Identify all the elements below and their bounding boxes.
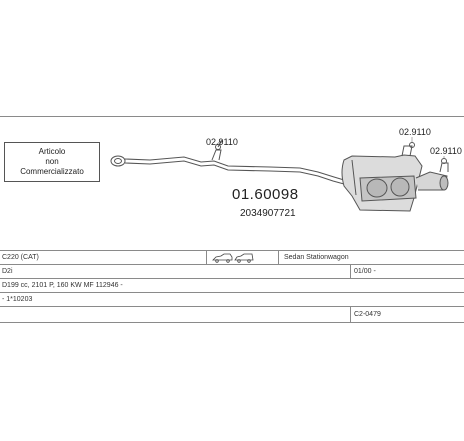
table-cell-code: C2-0479 — [354, 311, 381, 318]
note-line-3: Commercializzato — [20, 167, 84, 176]
oe-number: 2034907721 — [240, 208, 296, 219]
table-cell-model: C220 (CAT) — [2, 254, 39, 261]
table-row-line-5 — [0, 322, 464, 323]
ref-number-right: 02.9110 — [430, 146, 462, 156]
ref-number-left: 02.9110 — [206, 137, 238, 147]
table-cell-chassis: - 1*10203 — [2, 296, 33, 303]
table-row-line-2 — [0, 278, 464, 279]
table-col-line-3 — [350, 264, 351, 278]
car-body-icon — [212, 253, 254, 263]
table-top-line — [0, 250, 464, 251]
table-cell-body-type: Sedan Stationwagon — [284, 254, 349, 261]
table-col-line-1 — [206, 250, 207, 264]
part-number: 01.60098 — [232, 186, 299, 203]
table-cell-engine: D2i — [2, 268, 13, 275]
table-cell-spec: D199 cc, 2101 P, 160 KW MF 112946 - — [2, 282, 123, 289]
hanger-bracket-right-icon — [440, 159, 448, 173]
note-line-1: Articolo — [38, 147, 66, 156]
rear-silencer-icon — [342, 155, 448, 211]
table-col-line-2 — [278, 250, 279, 264]
table-row-line-1 — [0, 264, 464, 265]
table-row-line-4 — [0, 306, 464, 307]
ref-number-right-top: 02.9110 — [399, 127, 431, 137]
exhaust-pipe — [125, 157, 344, 184]
note-line-2: non — [45, 157, 59, 166]
front-flange-icon — [111, 156, 125, 166]
hanger-bracket-right-top-icon — [402, 143, 415, 157]
table-col-line-4 — [350, 306, 351, 322]
table-row-line-3 — [0, 292, 464, 293]
table-cell-period: 01/00 - — [354, 268, 376, 275]
